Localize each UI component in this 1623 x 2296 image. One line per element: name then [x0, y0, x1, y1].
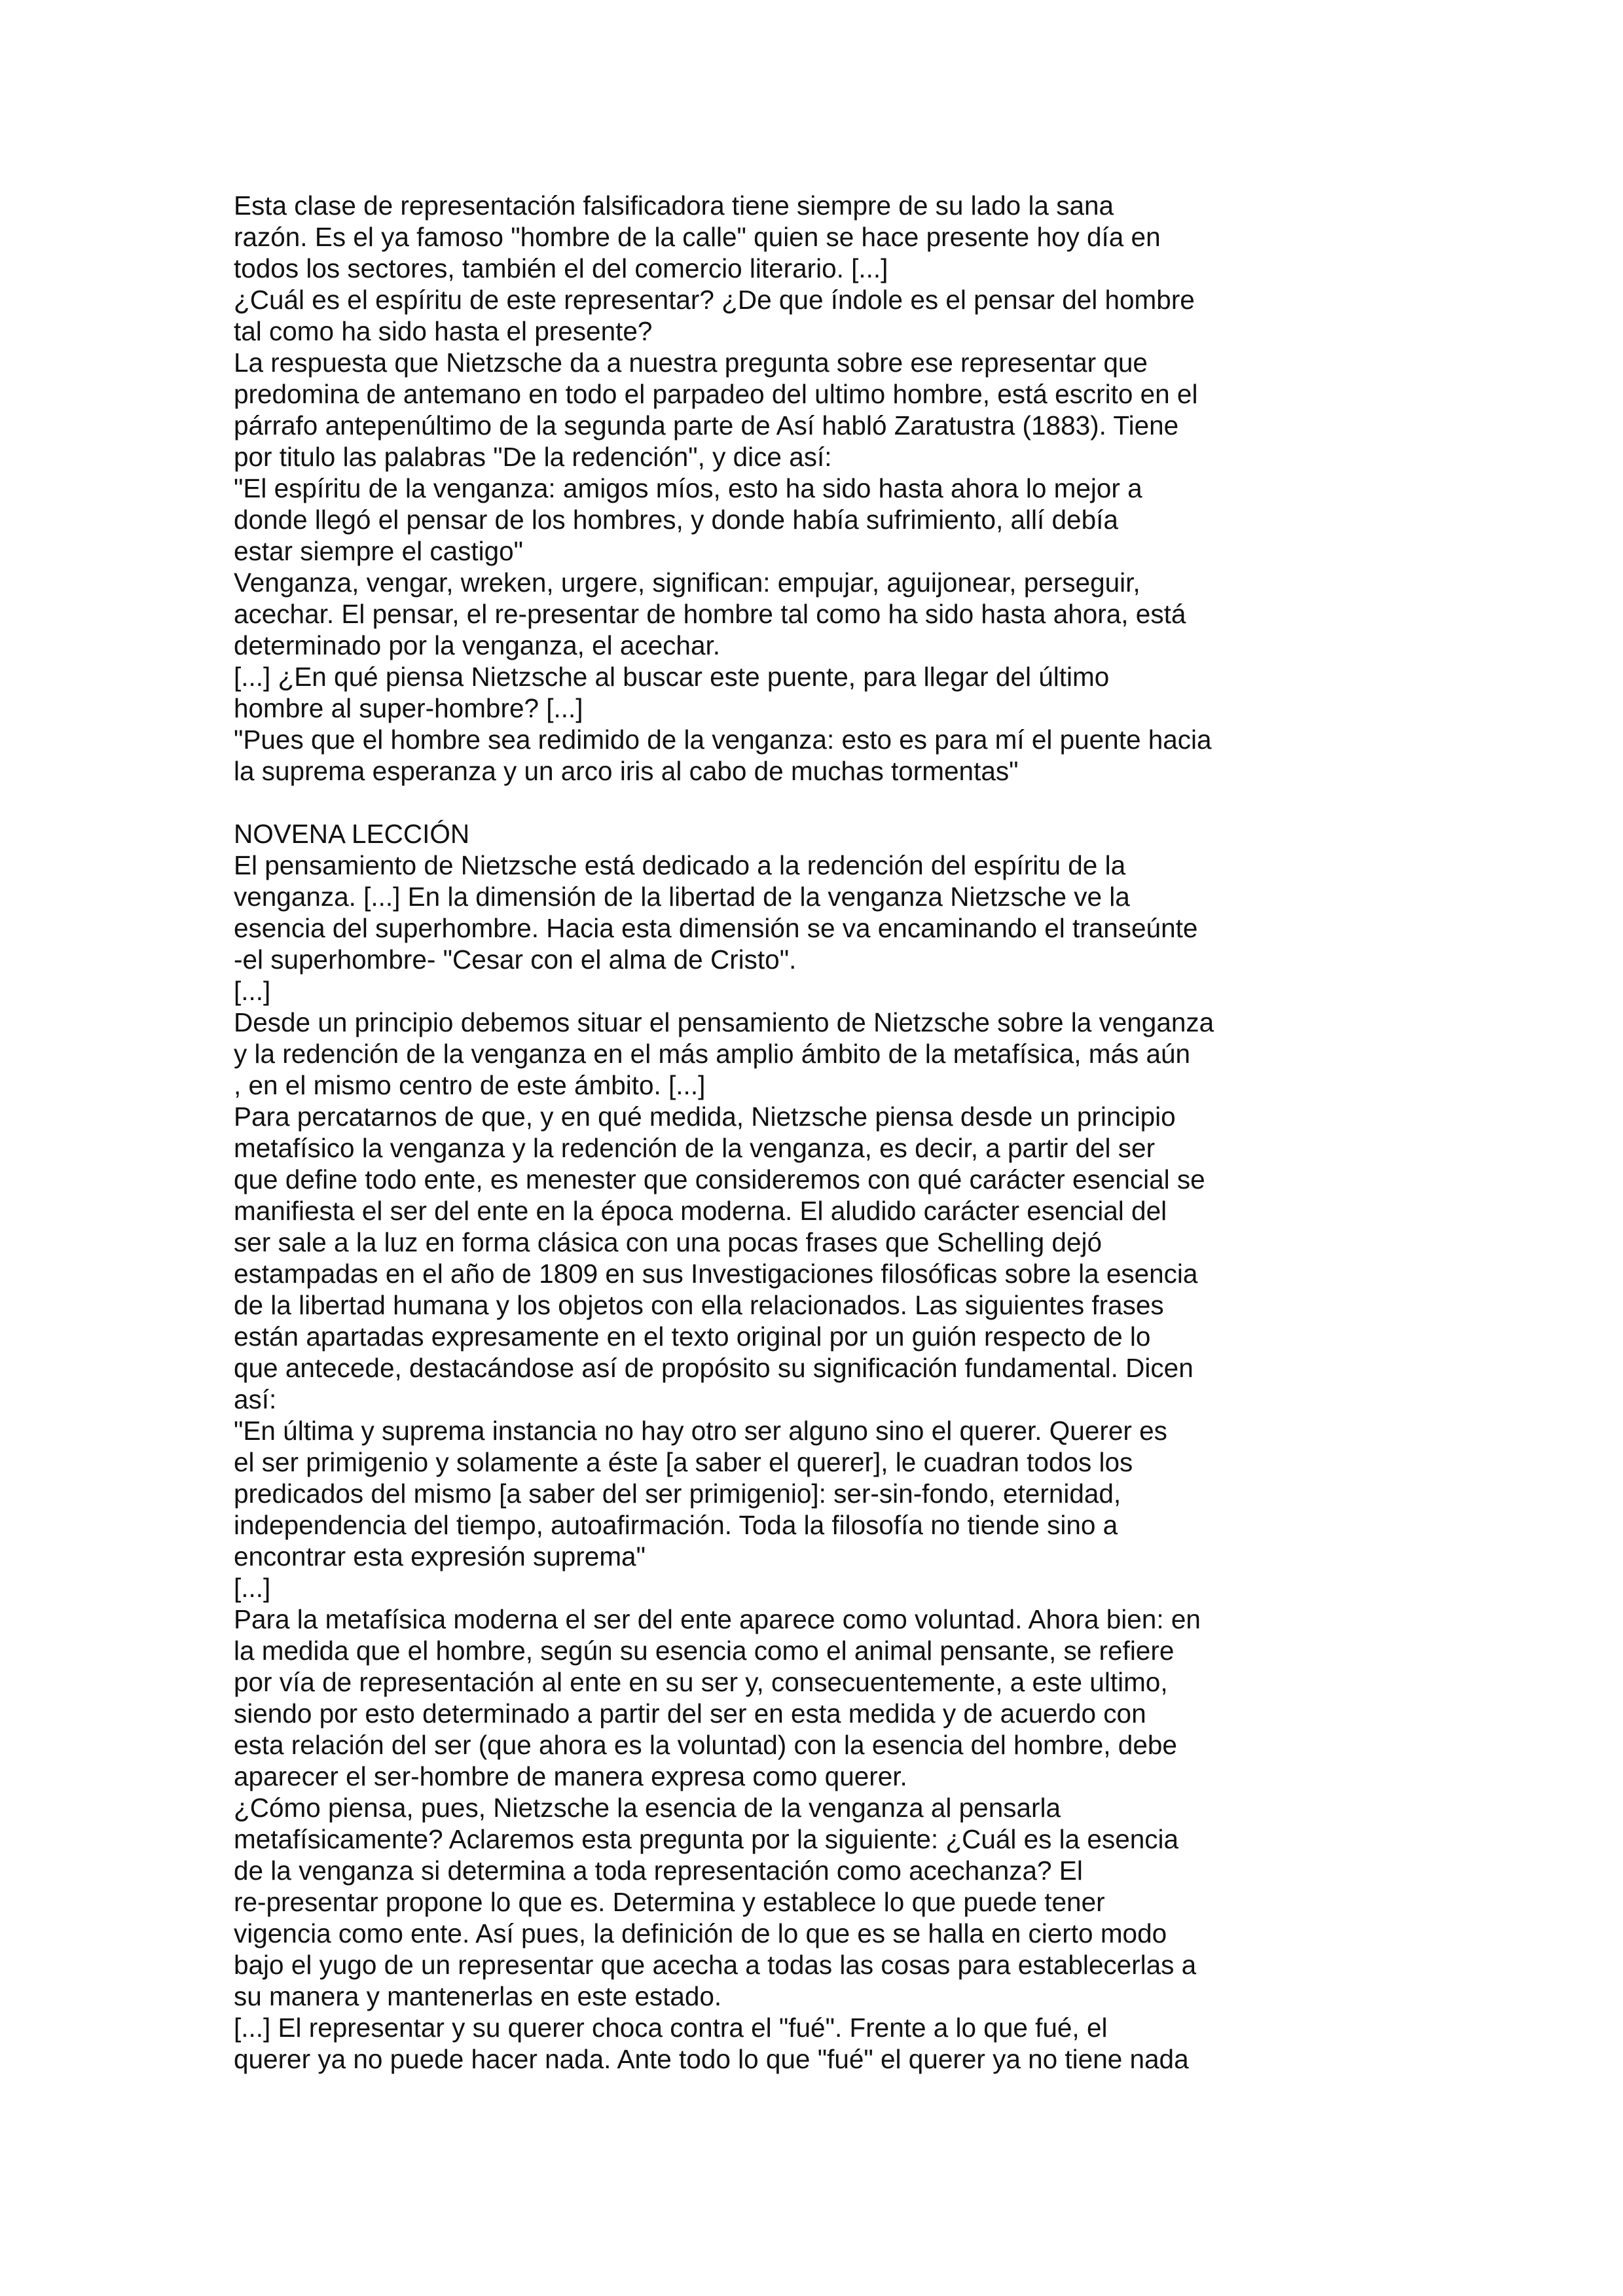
- text-line: así:: [234, 1384, 277, 1414]
- text-line: NOVENA LECCIÓN: [234, 819, 470, 849]
- text-line: tal como ha sido hasta el presente?: [234, 316, 653, 346]
- text-line: siendo por esto determinado a partir del ser en esta medida y de acuerdo con: [234, 1698, 1146, 1729]
- text-line: por vía de representación al ente en su ser y, consecuentemente, a este ultimo,: [234, 1667, 1168, 1697]
- text-line: de la venganza si determina a toda representación como acechanza? El: [234, 1856, 1083, 1886]
- text-line: párrafo antepenúltimo de la segunda parte de Así habló Zaratustra (1883). Tiene: [234, 410, 1179, 440]
- text-line: manifiesta el ser del ente en la época moderna. El aludido carácter esencial del: [234, 1196, 1167, 1226]
- text-line: ser sale a la luz en forma clásica con una pocas frases que Schelling dejó: [234, 1227, 1102, 1257]
- text-line: "En última y suprema instancia no hay otro ser alguno sino el querer. Querer es: [234, 1416, 1167, 1446]
- text-line: y la redención de la venganza en el más amplio ámbito de la metafísica, más aún: [234, 1039, 1191, 1069]
- text-line: donde llegó el pensar de los hombres, y donde había sufrimiento, allí debía: [234, 505, 1118, 535]
- text-line: [...]: [234, 1573, 271, 1603]
- text-line: metafísico la venganza y la redención de la venganza, es decir, a partir del ser: [234, 1133, 1156, 1163]
- paragraph-gap: [234, 787, 1321, 818]
- text-line: [...]: [234, 976, 271, 1006]
- text-line: aparecer el ser-hombre de manera expresa como querer.: [234, 1761, 907, 1791]
- text-line: Para la metafísica moderna el ser del ente aparece como voluntad. Ahora bien: en: [234, 1604, 1201, 1634]
- text-line: independencia del tiempo, autoafirmación. Toda la filosofía no tiende sino a: [234, 1510, 1118, 1540]
- text-line: ¿Cómo piensa, pues, Nietzsche la esencia de la venganza al pensarla: [234, 1793, 1061, 1823]
- text-line: todos los sectores, también el del comercio literario. [...]: [234, 253, 888, 283]
- text-line: venganza. [...] En la dimensión de la libertad de la venganza Nietzsche ve la: [234, 882, 1130, 912]
- text-line: estampadas en el año de 1809 en sus Investigaciones filosóficas sobre la esencia: [234, 1259, 1198, 1289]
- text-line: su manera y mantenerlas en este estado.: [234, 1981, 722, 2011]
- text-line: Para percatarnos de que, y en qué medida, Nietzsche piensa desde un principio: [234, 1102, 1176, 1132]
- text-line: el ser primigenio y solamente a éste [a saber el querer], le cuadran todos los: [234, 1447, 1133, 1477]
- text-line: [...] El representar y su querer choca contra el "fué". Frente a lo que fué, el: [234, 2013, 1108, 2043]
- text-line: predicados del mismo [a saber del ser primigenio]: ser-sin-fondo, eternidad,: [234, 1479, 1122, 1509]
- text-line: , en el mismo centro de este ámbito. [...]: [234, 1070, 706, 1100]
- text-line: acechar. El pensar, el re-presentar de hombre tal como ha sido hasta ahora, está: [234, 599, 1186, 629]
- text-line: razón. Es el ya famoso "hombre de la calle" quien se hace presente hoy día en: [234, 222, 1161, 252]
- text-line: determinado por la venganza, el acechar.: [234, 630, 720, 660]
- text-line: Desde un principio debemos situar el pensamiento de Nietzsche sobre la venganza: [234, 1007, 1214, 1037]
- document-body: [234, 190, 1321, 2075]
- text-line: la medida que el hombre, según su esencia como el animal pensante, se refiere: [234, 1636, 1175, 1666]
- text-line: metafísicamente? Aclaremos esta pregunta por la siguiente: ¿Cuál es la esencia: [234, 1824, 1179, 1854]
- text-line: El pensamiento de Nietzsche está dedicado a la redención del espíritu de la: [234, 850, 1126, 880]
- text-line: esencia del superhombre. Hacia esta dimensión se va encaminando el transeúnte: [234, 913, 1198, 943]
- text-line: encontrar esta expresión suprema": [234, 1541, 646, 1571]
- text-line: La respuesta que Nietzsche da a nuestra pregunta sobre ese representar que: [234, 348, 1148, 378]
- text-line: predomina de antemano en todo el parpadeo del ultimo hombre, está escrito en el: [234, 379, 1198, 409]
- text-line: re-presentar propone lo que es. Determina y establece lo que puede tener: [234, 1887, 1105, 1917]
- text-line: bajo el yugo de un representar que acecha a todas las cosas para establecerlas a: [234, 1950, 1197, 1980]
- text-line: vigencia como ente. Así pues, la definición de lo que es se halla en cierto modo: [234, 1918, 1167, 1948]
- text-line: hombre al super-hombre? [...]: [234, 693, 583, 723]
- text-line: de la libertad humana y los objetos con ella relacionados. Las siguientes frases: [234, 1290, 1164, 1320]
- text-line: están apartadas expresamente en el texto original por un guión respecto de lo: [234, 1321, 1151, 1352]
- text-line: Venganza, vengar, wreken, urgere, significan: empujar, aguijonear, perseguir,: [234, 567, 1140, 598]
- text-line: -el superhombre- "Cesar con el alma de Cristo".: [234, 944, 797, 975]
- text-line: la suprema esperanza y un arco iris al cabo de muchas tormentas": [234, 756, 1019, 786]
- text-line: esta relación del ser (que ahora es la voluntad) con la esencia del hombre, debe: [234, 1730, 1177, 1760]
- text-line: que define todo ente, es menester que consideremos con qué carácter esencial se: [234, 1164, 1205, 1194]
- text-line: estar siempre el castigo": [234, 536, 524, 566]
- text-line: "El espíritu de la venganza: amigos míos, esto ha sido hasta ahora lo mejor a: [234, 473, 1142, 503]
- text-line: Esta clase de representación falsificadora tiene siempre de su lado la sana: [234, 190, 1114, 221]
- text-line: "Pues que el hombre sea redimido de la venganza: esto es para mí el puente hacia: [234, 725, 1212, 755]
- text-line: por titulo las palabras "De la redención", y dice así:: [234, 442, 832, 472]
- text-line: ¿Cuál es el espíritu de este representar? ¿De que índole es el pensar del hombre: [234, 285, 1195, 315]
- text-line: querer ya no puede hacer nada. Ante todo lo que "fué" el querer ya no tiene nada: [234, 2044, 1189, 2074]
- text-line: que antecede, destacándose así de propósito su significación fundamental. Dicen: [234, 1353, 1194, 1383]
- text-line: [...] ¿En qué piensa Nietzsche al buscar este puente, para llegar del último: [234, 662, 1110, 692]
